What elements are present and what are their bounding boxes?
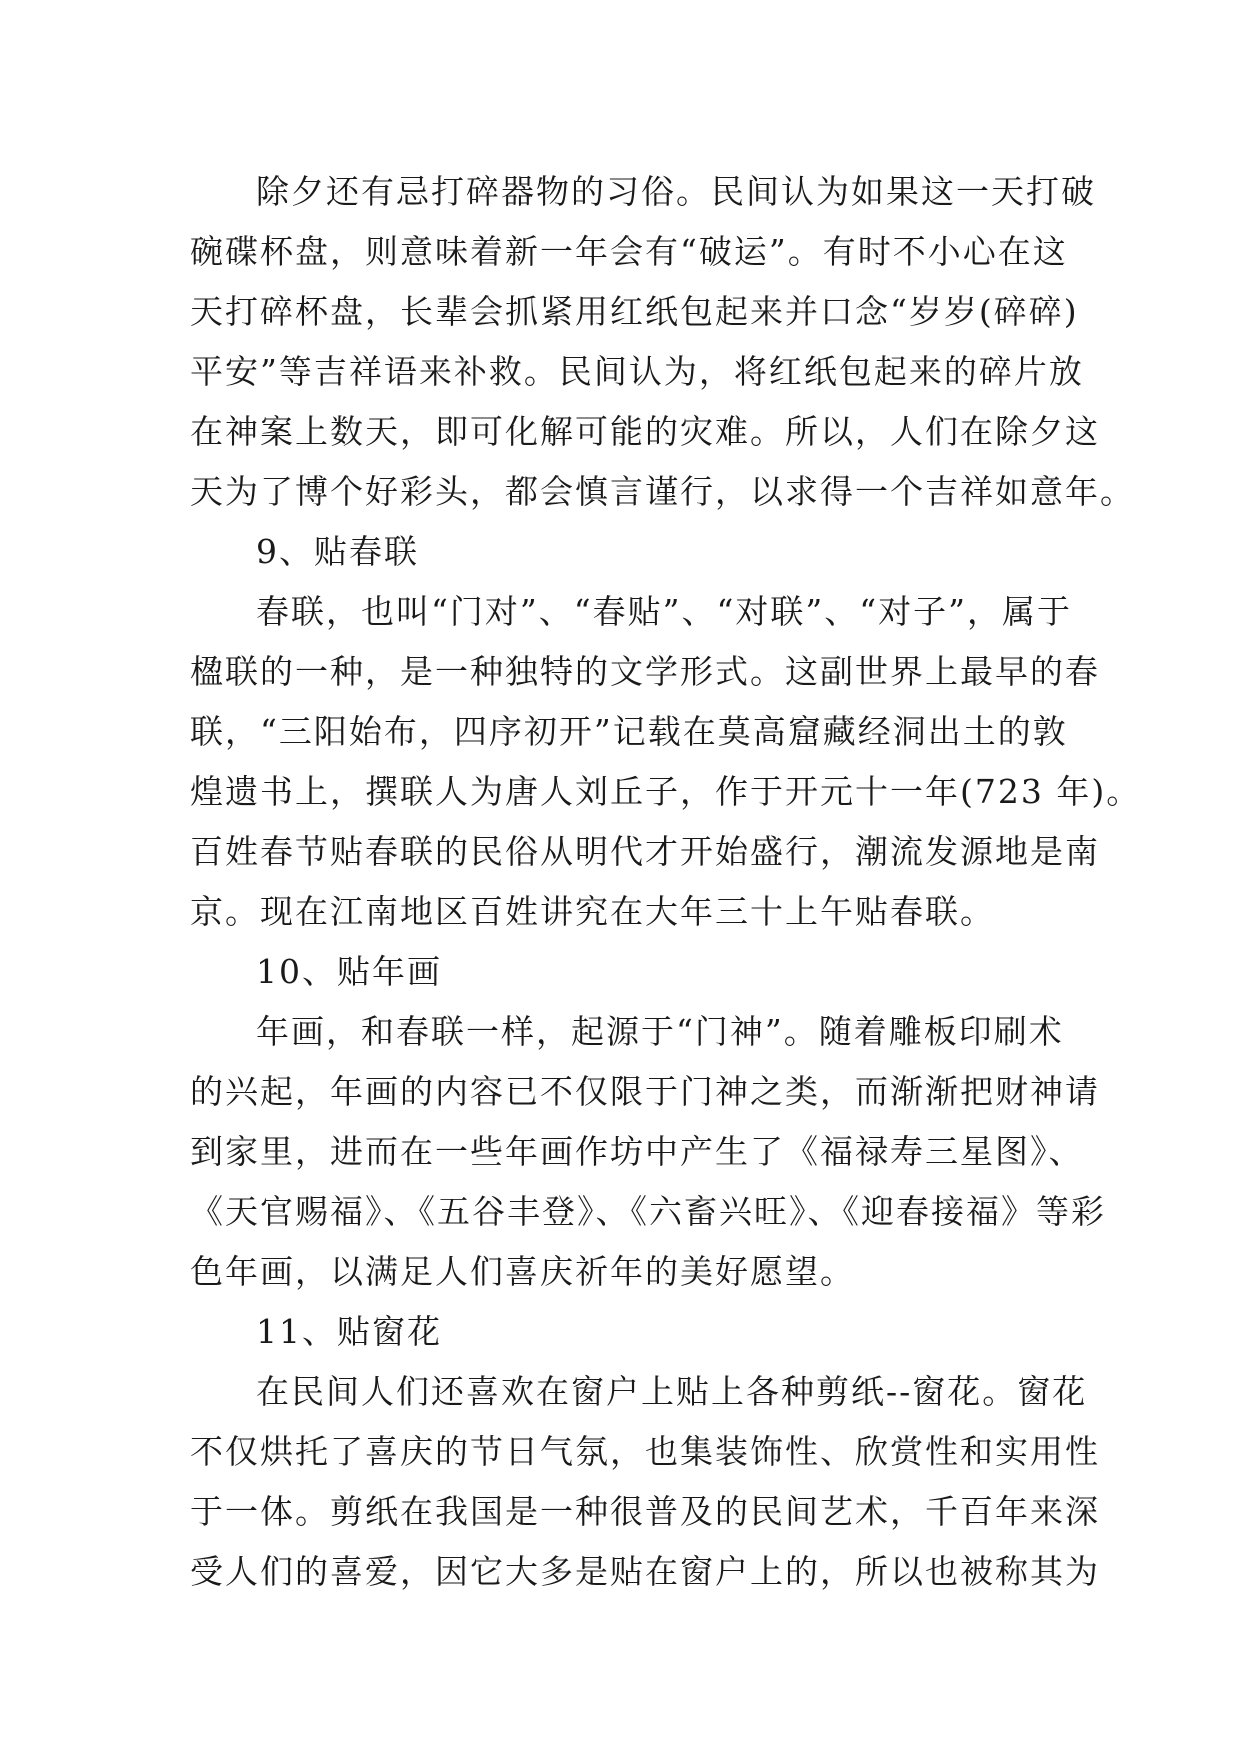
text-line: 百姓春节贴春联的民俗从明代才开始盛行，潮流发源地是南 [190,832,1100,871]
document-body [190,162,1142,1602]
text-line: 受人们的喜爱，因它大多是贴在窗户上的，所以也被称其为 [190,1552,1100,1591]
text-line: 到家里，进而在一些年画作坊中产生了《福禄寿三星图》、 [190,1132,1084,1171]
text-line: 联，“三阳始布，四序初开”记载在莫高窟藏经洞出土的敦 [190,712,1068,751]
text-line: 《天官赐福》、《五谷丰登》、《六畜兴旺》、《迎春接福》等彩 [190,1192,1106,1231]
text-line: 除夕还有忌打碎器物的习俗。民间认为如果这一天打破 [256,172,1096,211]
text-line: 平安”等吉祥语来补救。民间认为，将红纸包起来的碎片放 [190,352,1084,391]
text-line: 不仅烘托了喜庆的节日气氛，也集装饰性、欣赏性和实用性 [190,1432,1100,1471]
text-line: 在民间人们还喜欢在窗户上贴上各种剪纸--窗花。窗花 [256,1372,1088,1411]
text-line: 春联，也叫“门对”、“春贴”、“对联”、“对子”，属于 [256,592,1072,631]
text-line: 色年画，以满足人们喜庆祈年的美好愿望。 [190,1252,855,1291]
text-line: 11、贴窗花 [256,1312,442,1351]
text-line: 楹联的一种，是一种独特的文学形式。这副世界上最早的春 [190,652,1100,691]
text-line: 9、贴春联 [256,532,419,571]
text-line: 10、贴年画 [256,952,442,991]
text-line: 京。现在江南地区百姓讲究在大年三十上午贴春联。 [190,892,995,931]
text-line: 天为了博个好彩头，都会慎言谨行，以求得一个吉祥如意年。 [190,472,1135,511]
text-line: 于一体。剪纸在我国是一种很普及的民间艺术，千百年来深 [190,1492,1100,1531]
text-line: 在神案上数天，即可化解可能的灾难。所以，人们在除夕这 [190,412,1100,451]
text-line: 的兴起，年画的内容已不仅限于门神之类，而渐渐把财神请 [190,1072,1100,1111]
text-line: 碗碟杯盘，则意味着新一年会有“破运”。有时不小心在这 [190,232,1068,271]
text-line: 年画，和春联一样，起源于“门神”。随着雕板印刷术 [256,1012,1064,1051]
text-line: 煌遗书上，撰联人为唐人刘丘子，作于开元十一年(723 年)。 [190,772,1142,811]
text-line: 天打碎杯盘，长辈会抓紧用红纸包起来并口念“岁岁(碎碎) [190,292,1079,331]
